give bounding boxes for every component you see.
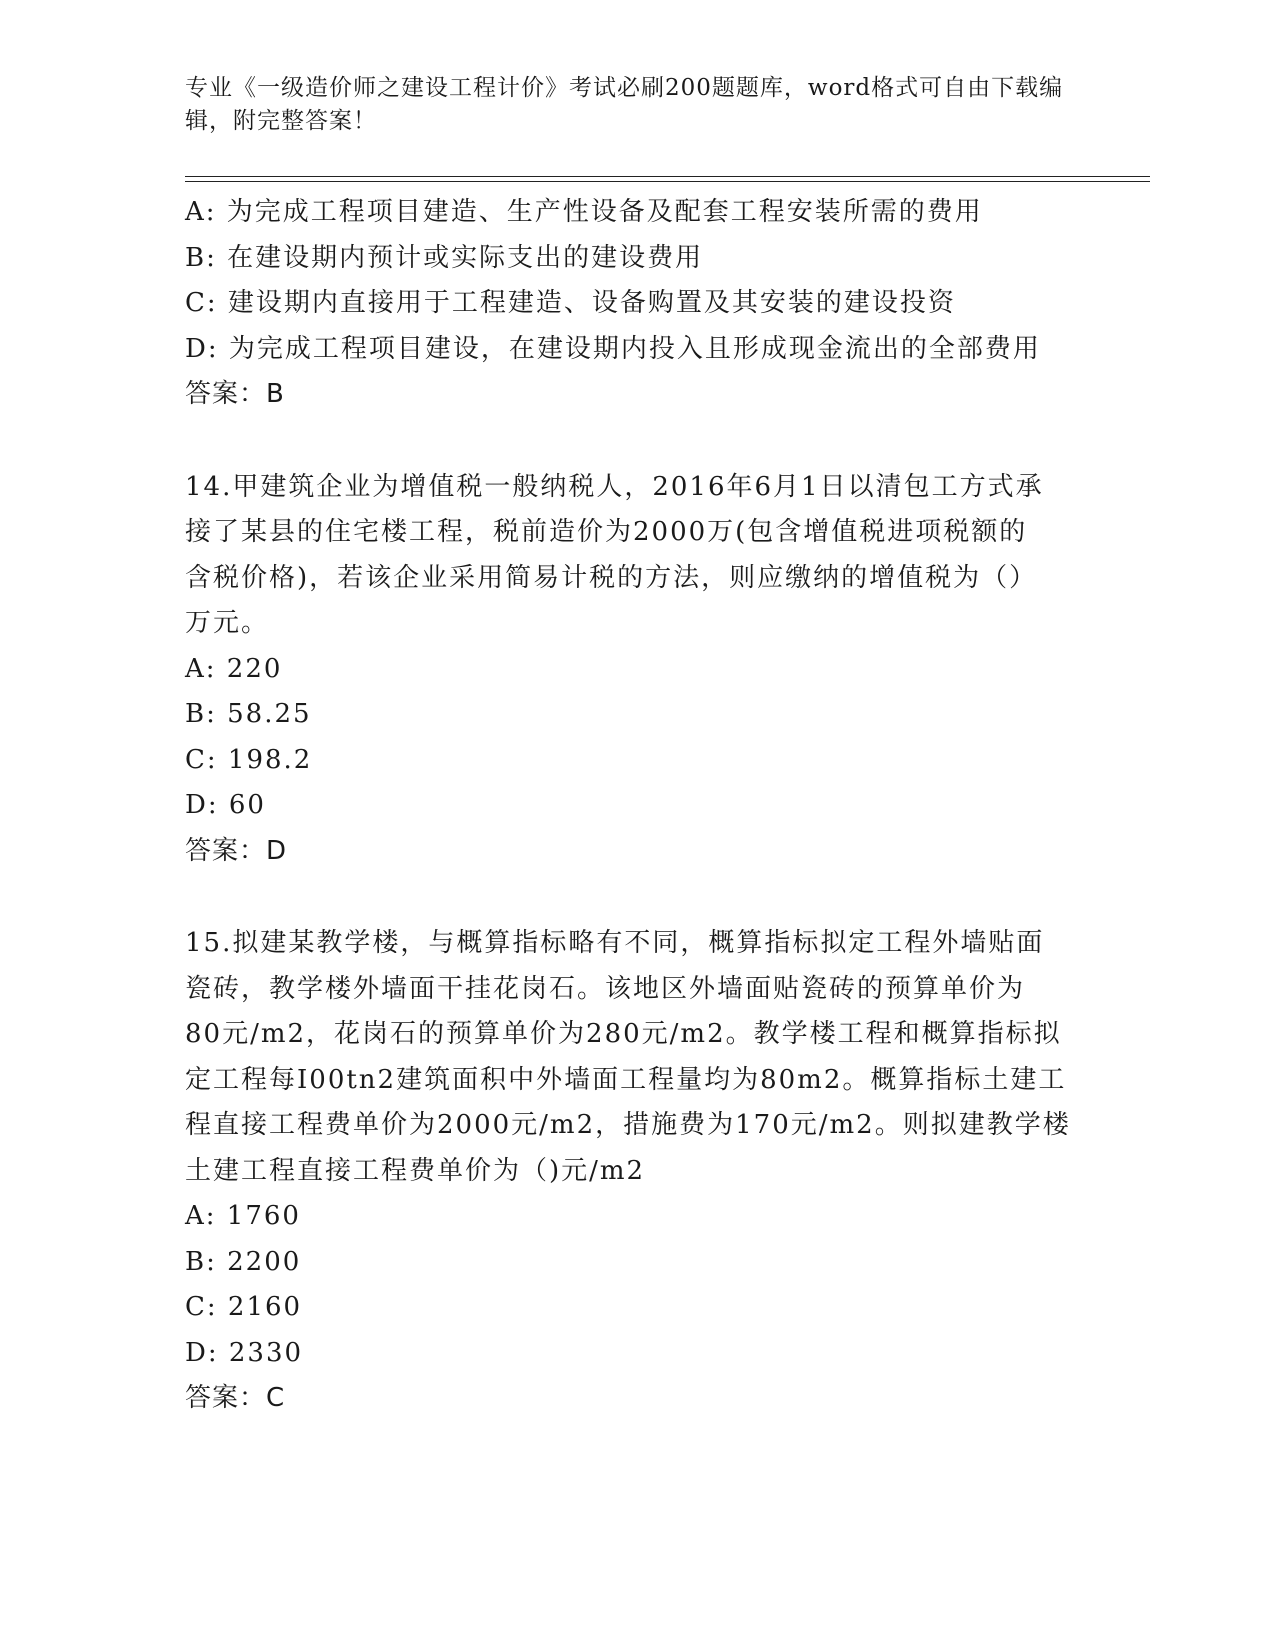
question-text-line: 15.拟建某教学楼，与概算指标略有不同，概算指标拟定工程外墙贴面 bbox=[185, 928, 1045, 958]
question-text-line: 程直接工程费单价为2000元/m2，措施费为170元/m2。则拟建教学楼 bbox=[185, 1110, 1071, 1140]
question-text-line: 80元/m2，花岗石的预算单价为280元/m2。教学楼工程和概算指标拟 bbox=[185, 1019, 1062, 1049]
question-15 bbox=[185, 921, 1085, 1422]
option-a: A: 220 bbox=[185, 653, 283, 684]
option-d: D: 2330 bbox=[185, 1337, 304, 1368]
option-d: D: 为完成工程项目建设，在建设期内投入且形成现金流出的全部费用 bbox=[185, 333, 1041, 364]
option-d: D: 60 bbox=[185, 790, 266, 820]
question-text-line: 含税价格)，若该企业采用简易计税的方法，则应缴纳的增值税为（） bbox=[185, 562, 1038, 593]
option-c: C: 建设期内直接用于工程建造、设备购置及其安装的建设投资 bbox=[185, 288, 956, 318]
header-divider-bottom bbox=[185, 181, 1150, 182]
question-text-line: 万元。 bbox=[185, 608, 270, 638]
option-b: B: 58.25 bbox=[185, 699, 312, 729]
document-body bbox=[185, 190, 1085, 1422]
document-header: 专业《一级造价师之建设工程计价》考试必刷200题题库，word格式可自由下载编辑，附完整答案！ bbox=[185, 75, 1064, 134]
question-text-line: 定工程每I00tn2建筑面积中外墙面工程量均为80m2。概算指标土建工 bbox=[185, 1064, 1067, 1095]
answer: 答案：D bbox=[185, 835, 288, 866]
option-c: C: 2160 bbox=[185, 1292, 303, 1322]
answer: 答案：C bbox=[185, 1383, 286, 1413]
question-text-line: 接了某县的住宅楼工程，税前造价为2000万(包含增值税进项税额的 bbox=[185, 517, 1028, 547]
option-b: B: 在建设期内预计或实际支出的建设费用 bbox=[185, 242, 704, 273]
question-text-line: 土建工程直接工程费单价为（)元/m2 bbox=[185, 1155, 646, 1186]
question-14 bbox=[185, 465, 1085, 875]
question-text-line: 14.甲建筑企业为增值税一般纳税人，2016年6月1日以清包工方式承 bbox=[185, 471, 1044, 502]
option-c: C: 198.2 bbox=[185, 744, 313, 775]
spacer bbox=[185, 874, 1085, 921]
question-text-line: 瓷砖，教学楼外墙面干挂花岗石。该地区外墙面贴瓷砖的预算单价为 bbox=[185, 973, 1026, 1004]
spacer bbox=[185, 418, 1085, 465]
answer: 答案：B bbox=[185, 379, 285, 409]
option-b: B: 2200 bbox=[185, 1246, 302, 1277]
option-a: A: 为完成工程项目建造、生产性设备及配套工程安装所需的费用 bbox=[185, 197, 983, 227]
option-a: A: 1760 bbox=[185, 1201, 301, 1231]
question-13 bbox=[185, 190, 1085, 418]
header-divider-top bbox=[185, 176, 1150, 177]
